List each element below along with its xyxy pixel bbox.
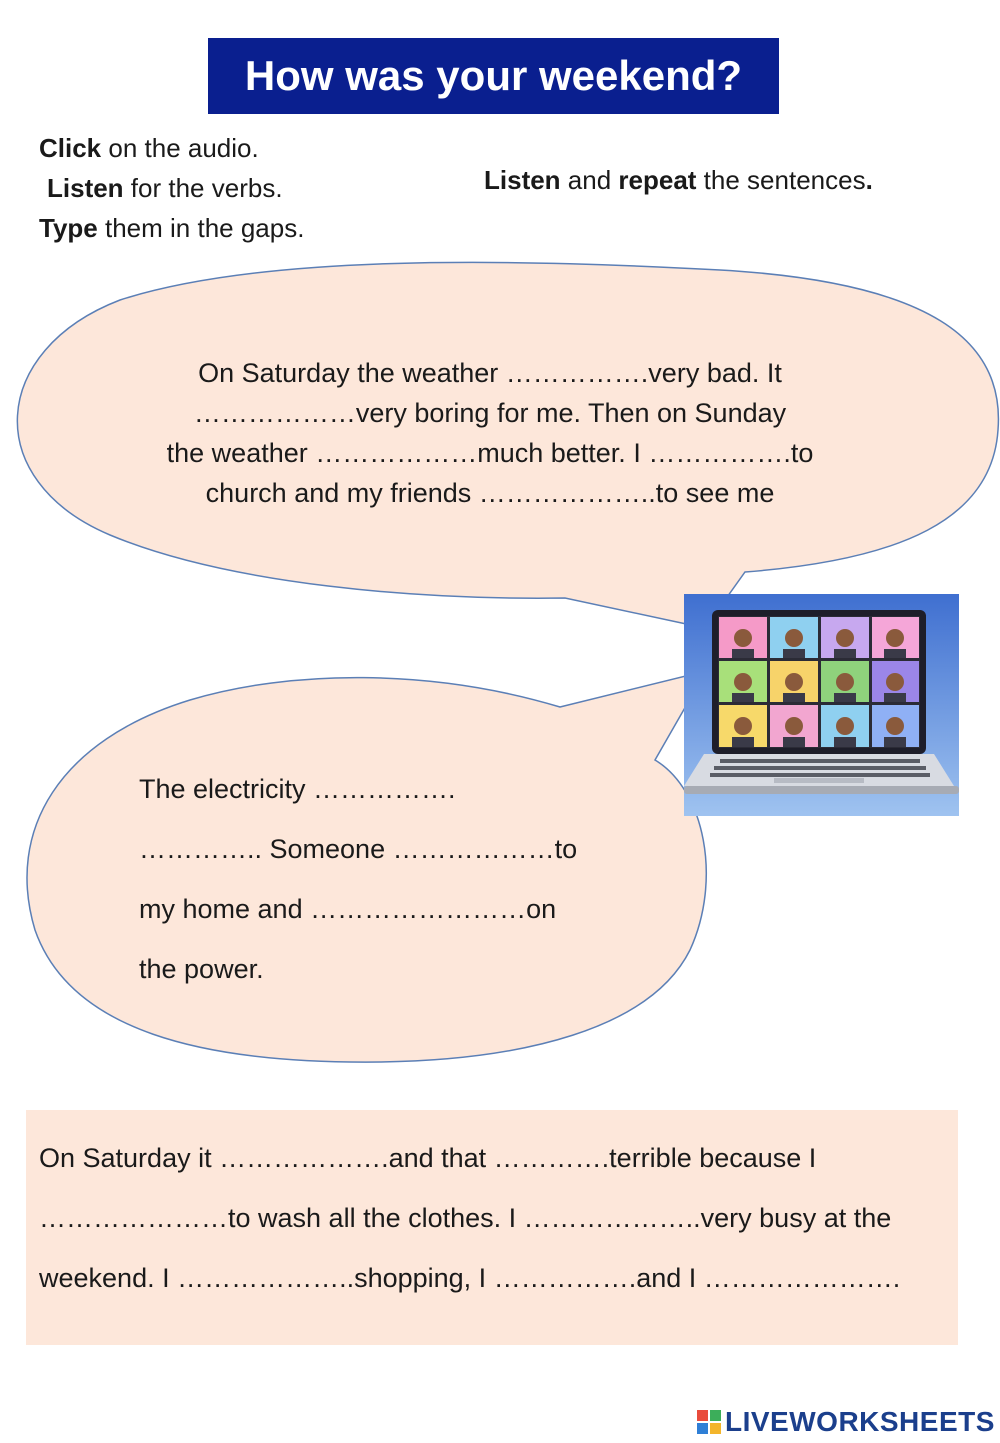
logo-text: LIVEWORKSHEETS [725, 1406, 995, 1437]
bubble1-line: church and my friends ………………..to see me [205, 478, 775, 508]
bubble1-text [150, 353, 830, 513]
bubble1-line: On Saturday the weather …………….very bad. It [198, 358, 782, 388]
bubble2-line: ………….. Someone ………………to [139, 834, 578, 864]
instructions-right: Listen and repeat the sentences. [484, 165, 873, 195]
bubble2-line: my home and ……………………on [139, 894, 557, 924]
video-call-laptop-icon [684, 594, 959, 816]
instruction-line-3: Type them in the gaps. [39, 213, 305, 243]
instruction-line-2: Listen for the verbs. [47, 173, 283, 203]
bottom-line: weekend. I ………………..shopping, I …………….and I …………………. [39, 1263, 901, 1293]
instruction-line-1: Click on the audio. [39, 133, 259, 163]
bubble2-text [139, 759, 577, 999]
bubble1-line: ………………very boring for me. Then on Sunday [193, 398, 787, 428]
bottom-line: On Saturday it ……………….and that ………….terrible because I [39, 1143, 817, 1173]
bubble2-line: The electricity ……………. [139, 774, 456, 804]
liveworksheets-logo [697, 1404, 995, 1440]
logo-blocks-icon [697, 1410, 721, 1434]
bottom-text [39, 1128, 900, 1308]
page-title: How was your weekend? [208, 38, 779, 114]
bottom-line: …………………to wash all the clothes. I ………………..very busy at the [39, 1203, 892, 1233]
bubble2-line: the power. [139, 954, 264, 984]
bubble1-line: the weather ………………much better. I …………….to [166, 438, 814, 468]
